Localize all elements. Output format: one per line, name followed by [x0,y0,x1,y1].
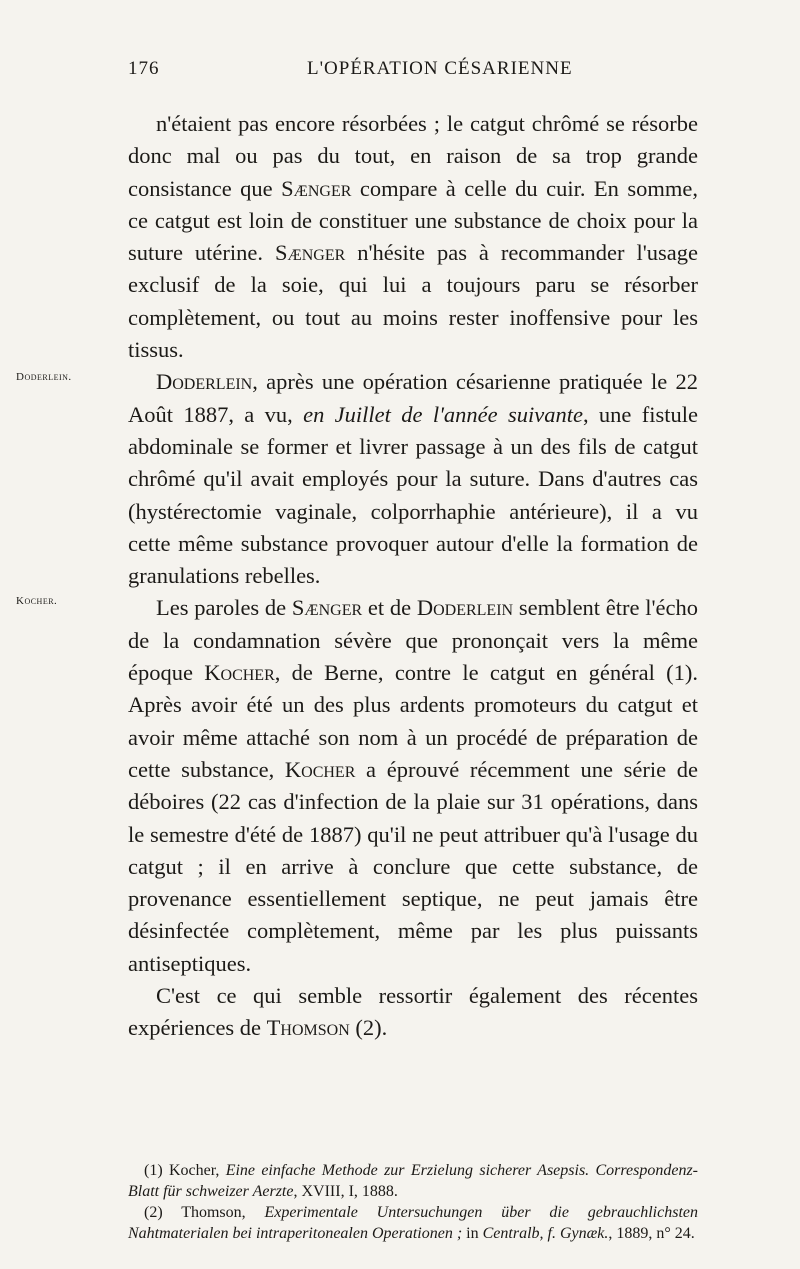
paragraph-3 [128,592,698,980]
author-name: Doderlein [416,595,514,621]
text-segment: compare à celle du cuir. En somme, ce catgut est loin de constituer une substance de choix pour la suture utérine. [128,175,698,266]
text-segment: et de [362,595,417,621]
text-segment: , de Berne, contre le catgut en général (1). Après avoir été un des plus ardents promoteurs du catgut et avoir même attaché son nom à un procédé de préparation de cette substance, [128,660,698,782]
paragraph-2 [128,366,698,592]
page-number: 176 [128,58,160,79]
author-name: Thomson [266,1015,350,1041]
text-segment: , après une opération césarienne pratiquée le 22 Août 1887, a vu, [128,369,698,427]
margin-note-doderlein: Doderlein. [16,371,72,383]
text-segment: (1) Kocher, [144,1162,226,1179]
text-segment: , une fistule abdominale se former et livrer passage à un des fils de catgut chrômé qu'il avait employés pour la suture. Dans d'autres cas (hystérectomie vaginale, colporrhaphie antérieure), il a vu cette même substance provoquer autour d'elle la formation de granulations rebelles. [128,401,698,589]
body-text [128,108,698,1045]
italic-segment: Centralb, f. Gynæk. [482,1225,609,1242]
text-segment: a éprouvé récemment une série de déboires (22 cas d'infection de la plaie sur 31 opérations, dans le semestre d'été de 1887) qu'il ne peut attribuer qu'à l'usage du catgut ; il en arrive à conclure que cette substance, de provenance essentiellement septique, ne peut jamais être désinfectée complètement, même par les plus puissants antiseptiques. [128,756,699,976]
paragraph-1 [128,108,698,366]
text-segment: n'hésite pas à recommander l'usage exclusif de la soie, qui lui a toujours paru se résorber complètement, ou tout au moins rester inoffensive pour les tissus. [128,240,698,363]
text-segment: C'est ce qui semble ressortir également des récentes expériences de [128,983,698,1041]
text-segment: (2). [349,1015,388,1041]
footnote-1 [128,1160,698,1202]
margin-note-kocher: Kocher. [16,595,58,607]
author-name: Kocher [284,756,356,782]
text-segment: (2) Thomson, [144,1204,265,1221]
text-segment: Les paroles de [156,595,292,621]
text-segment: n'étaient pas encore résorbées ; le catgut chrômé se résorbe donc mal ou pas du tout, en raison de sa trop grande consistance que [128,111,698,201]
author-name: Sænger [274,240,346,266]
italic-segment: Eine einfache Methode zur Erzielung sicherer Asepsis. Correspondenz-Blatt für schweizer Aerzte [128,1162,698,1200]
page-header [0,58,800,88]
footnotes [128,1160,698,1244]
italic-segment: Experimentale Untersuchungen über die gebrauchlichsten Nahtmaterialen bei intraperitonealen Operationen ; [128,1204,698,1242]
running-head: L'OPÉRATION CÉSARIENNE [307,58,573,79]
text-segment: in [462,1225,483,1242]
author-name: Sænger [291,595,363,621]
text-segment: , 1889, n° 24. [608,1225,695,1242]
text-segment: , XVIII, I, 1888. [293,1183,398,1200]
footnote-2 [128,1202,698,1244]
author-name: Kocher [204,660,275,686]
author-name: Sænger [281,175,352,201]
text-segment: semblent être l'écho de la condamnation sévère que prononçait vers la même époque [128,595,699,686]
paragraph-4 [128,980,698,1045]
italic-segment: en Juillet de l'année suivante [303,401,583,427]
author-name: Doderlein [156,369,253,395]
